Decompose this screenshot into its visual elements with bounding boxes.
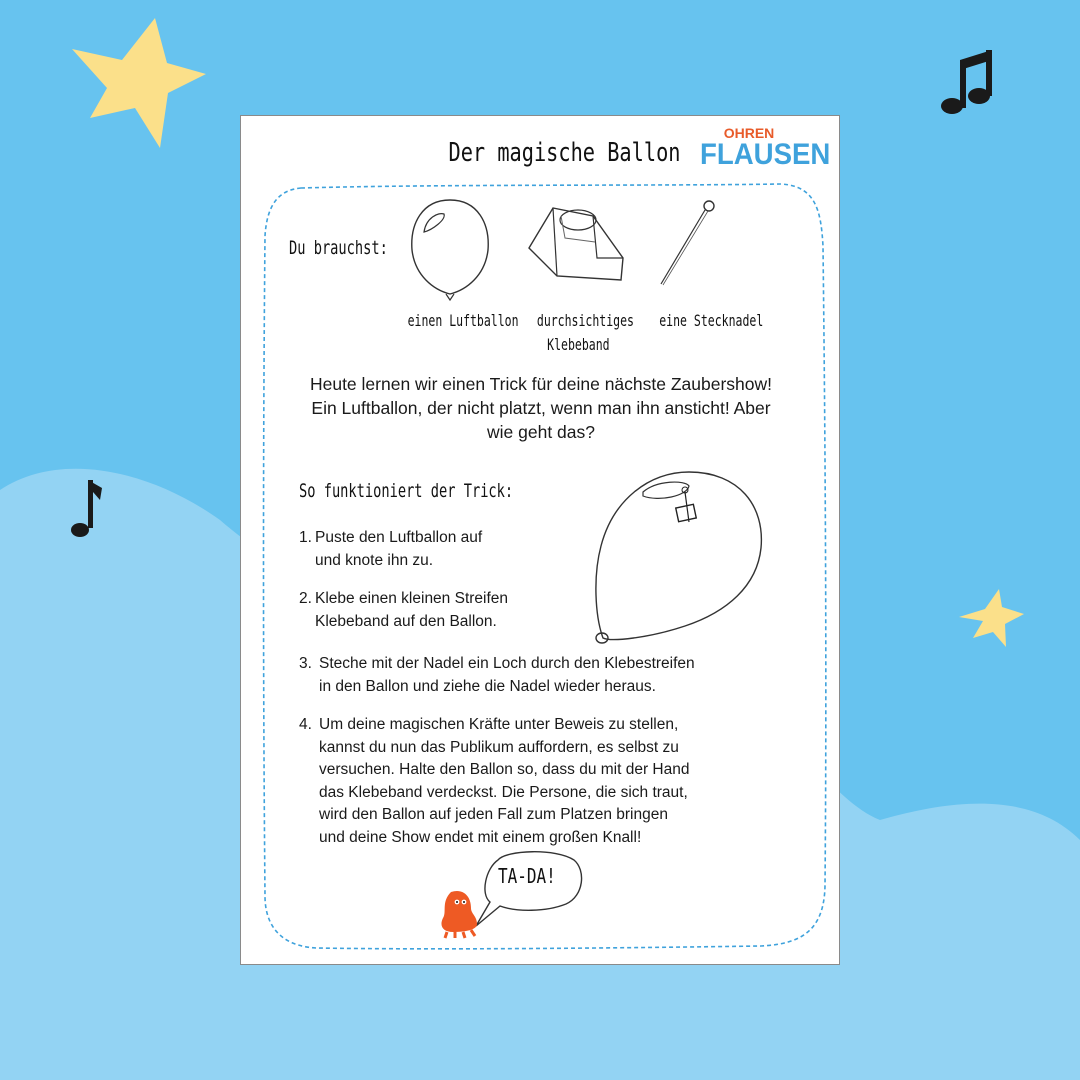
needs-heading: Du brauchst: — [289, 237, 388, 259]
mascot-icon — [437, 888, 487, 940]
worksheet-page — [240, 115, 840, 965]
page-title: Der magische Ballon — [448, 138, 681, 168]
intro-text: Heute lernen wir einen Trick für deine nächste Zaubershow! Ein Luftballon, der nicht platzt, wenn man ihn ansticht! Aber wie geht das? — [309, 374, 773, 442]
step-2: 2. Klebe einen kleinen Streifen Klebeband auf den Ballon. — [299, 590, 509, 630]
item-label-pin: eine Stecknadel — [659, 311, 764, 330]
item-label-tape: durchsichtiges Klebeband — [536, 311, 634, 354]
balloon-icon — [406, 194, 496, 304]
music-note-icon — [941, 50, 992, 114]
logo-top-text: OHREN — [723, 125, 775, 141]
logo-main-text: FLAUSEN — [700, 138, 831, 171]
step-3: 3. Steche mit der Nadel ein Loch durch den Klebestreifen in den Ballon und ziehe die Nadel wieder heraus. — [299, 655, 695, 695]
pin-icon — [653, 196, 723, 288]
speech-text: TA-DA! — [498, 864, 556, 888]
step-1: 1. Puste den Luftballon auf und knote ihn zu. — [299, 529, 483, 569]
star-large-icon — [72, 18, 206, 148]
tape-dispenser-icon — [523, 198, 633, 288]
balloon-with-tape-icon — [589, 466, 769, 656]
step-4: 4. Um deine magischen Kräfte unter Beweis zu stellen, kannst du nun das Publikum auffordern, es selbst zu versuchen. Halte den Ballon so, dass du mit der Hand das Klebeband verdeckst. Die Persone, die sich traut, wird den Ballon auf jeden Fall zum Platzen bringen und deine Show endet mit einem großen Knall! — [299, 716, 690, 846]
trick-heading: So funktioniert der Trick: — [299, 480, 514, 502]
item-label-balloon: einen Luftballon — [407, 311, 519, 330]
star-small-icon — [959, 589, 1024, 647]
